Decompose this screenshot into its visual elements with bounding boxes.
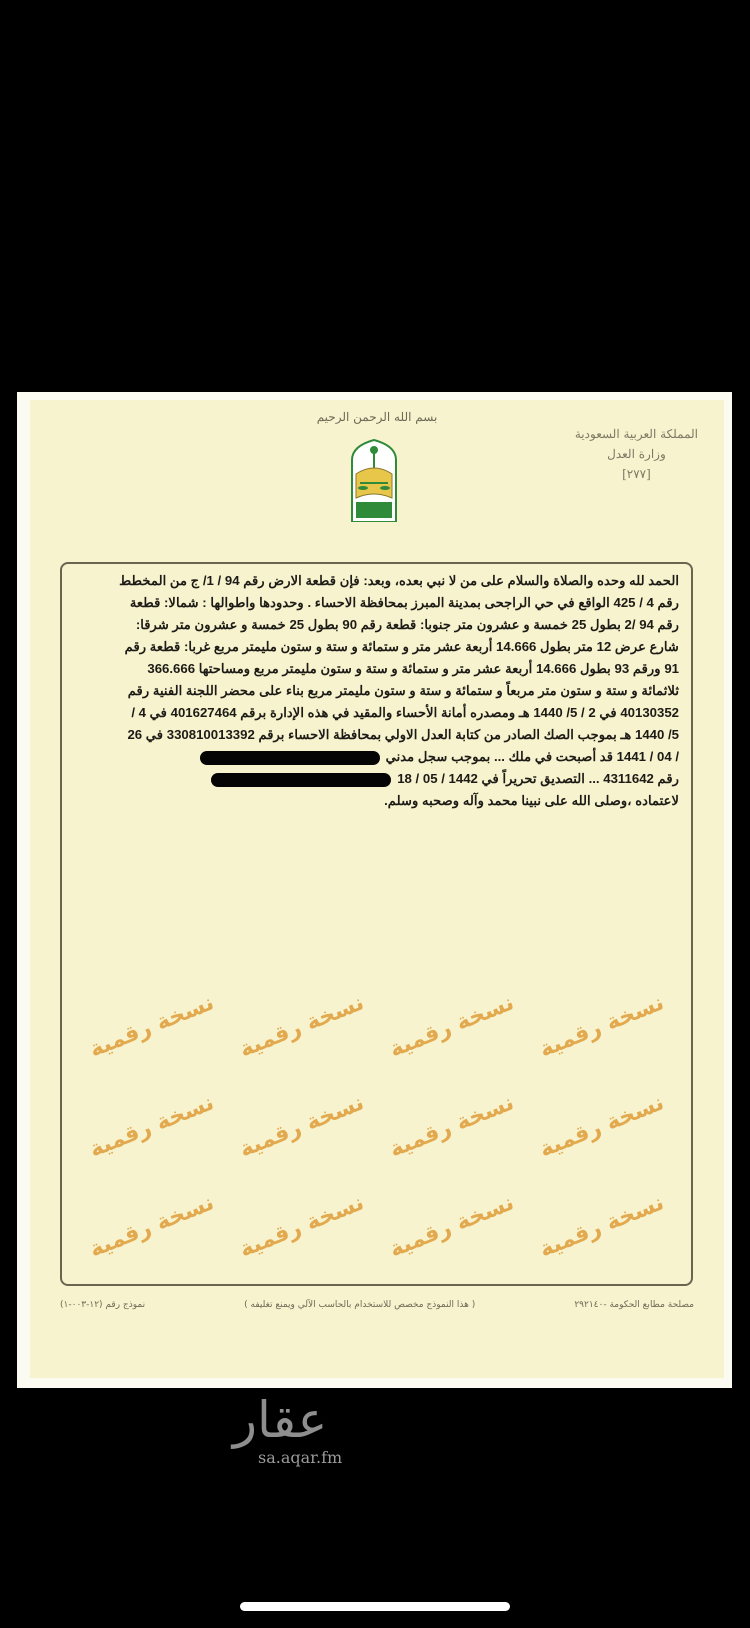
- deed-line: 5/ 1440 هـ بموجب الصك الصادر من كتابة العدل الاولي بمحافظة الاحساء برقم 330810013392 في 26: [127, 727, 679, 742]
- watermark-cell: [77, 1076, 227, 1176]
- deed-line: / 04 / 1441 قد أصبحت في ملك ... بموجب سجل مدني: [385, 749, 679, 764]
- ministry-emblem-icon: [348, 438, 400, 522]
- deed-line: 91 ورقم 93 بطول 14.666 أربعة عشر متر و ستمائة و ستة و ستون مليمتر مربع ومساحتها 366.666: [147, 661, 679, 676]
- deed-text-frame: [60, 562, 693, 1286]
- watermark-cell: [77, 1176, 227, 1276]
- watermark-cell: [377, 1076, 527, 1176]
- watermark-cell: [77, 976, 227, 1076]
- watermark-layer: [62, 976, 691, 1284]
- form-code: [٢٧٧]: [622, 467, 651, 481]
- watermark-cell: [227, 976, 377, 1076]
- deed-line: شارع عرض 12 متر بطول 14.666 أربعة عشر متر و ستمائة و ستة و ستون مليمتر مربع غربا: قطعة رقم: [124, 639, 679, 654]
- watermark-text: نسخة رقمية: [85, 1089, 218, 1163]
- watermark-cell: [527, 1076, 677, 1176]
- issuer-block: [575, 424, 698, 484]
- deed-line: الحمد لله وحده والصلاة والسلام على من لا نبي بعده، وبعد: فإن قطعة الارض رقم 94 / 1/ ج من المخطط: [119, 573, 679, 588]
- deed-line: ثلاثمائة و ستة و ستون متر مربعاً و ستمائة و ستة و ستون مليمتر مربع بناء على محضر اللجنة الفنية رقم: [127, 683, 679, 698]
- country-name: المملكة العربية السعودية: [574, 427, 698, 441]
- deed-line: رقم 4311642 ... التصديق تحريراً في 1442 / 05 / 18: [397, 771, 679, 786]
- watermark-text: نسخة رقمية: [535, 1089, 668, 1163]
- watermark-text: نسخة رقمية: [385, 1089, 518, 1163]
- deed-line: 40130352 في 2 / 5/ 1440 هـ ومصدره أمانة الأحساء والمقيد في هذه الإدارة برقم 401627464 في 4 /: [131, 705, 679, 720]
- footer-printer: مصلحة مطابع الحكومة -٢٩٢١٤٠: [574, 1300, 694, 1310]
- ministry-name: وزارة العدل: [607, 447, 666, 461]
- watermark-cell: [227, 1076, 377, 1176]
- watermark-text: نسخة رقمية: [385, 989, 518, 1063]
- deed-line: رقم 94 /2 بطول 25 خمسة و عشرون متر جنوبا: قطعة رقم 90 بطول 25 خمسة و عشرون متر شرقا:: [135, 617, 679, 632]
- watermark-text: نسخة رقمية: [535, 989, 668, 1063]
- home-indicator[interactable]: [240, 1602, 510, 1611]
- deed-body: [62, 564, 691, 812]
- redaction-mark: [200, 751, 380, 765]
- logo-arabic: عقار: [232, 1391, 328, 1449]
- deed-paper: [30, 400, 724, 1378]
- deed-line: رقم 4 / 425 الواقع في حي الراجحى بمدينة المبرز بمحافظة الاحساء . وحدودها واطوالها : شمالا: قطعة: [129, 595, 679, 610]
- watermark-cell: [377, 1176, 527, 1276]
- logo-url: sa.aqar.fm: [258, 1448, 343, 1467]
- watermark-text: نسخة رقمية: [235, 1089, 368, 1163]
- watermark-cell: [527, 976, 677, 1076]
- watermark-text: نسخة رقمية: [85, 989, 218, 1063]
- watermark-cell: [377, 976, 527, 1076]
- watermark-text: نسخة رقمية: [385, 1189, 518, 1263]
- watermark-cell: [227, 1176, 377, 1276]
- footer-notice: ( هذا النموذج مخصص للاستخدام بالحاسب الآلي ويمنع تغليفه ): [244, 1300, 476, 1310]
- deed-line: لاعتماده ،وصلى الله على نبينا محمد وآله وصحبه وسلم.: [384, 793, 679, 808]
- watermark-text: نسخة رقمية: [235, 1189, 368, 1263]
- watermark-text: نسخة رقمية: [235, 989, 368, 1063]
- aqar-watermark-logo: [218, 1392, 342, 1467]
- footer: [60, 1300, 694, 1310]
- bismillah-heading: بسم الله الرحمن الرحيم: [316, 410, 438, 424]
- document-photo: [17, 392, 732, 1388]
- deed-line-row: [74, 768, 679, 790]
- redaction-mark: [211, 773, 391, 787]
- watermark-text: نسخة رقمية: [85, 1189, 218, 1263]
- watermark-text: نسخة رقمية: [535, 1189, 668, 1263]
- footer-form-number: نموذج رقم (١٢-٠٠٣-١): [60, 1300, 146, 1310]
- deed-line-row: [74, 746, 679, 768]
- watermark-cell: [527, 1176, 677, 1276]
